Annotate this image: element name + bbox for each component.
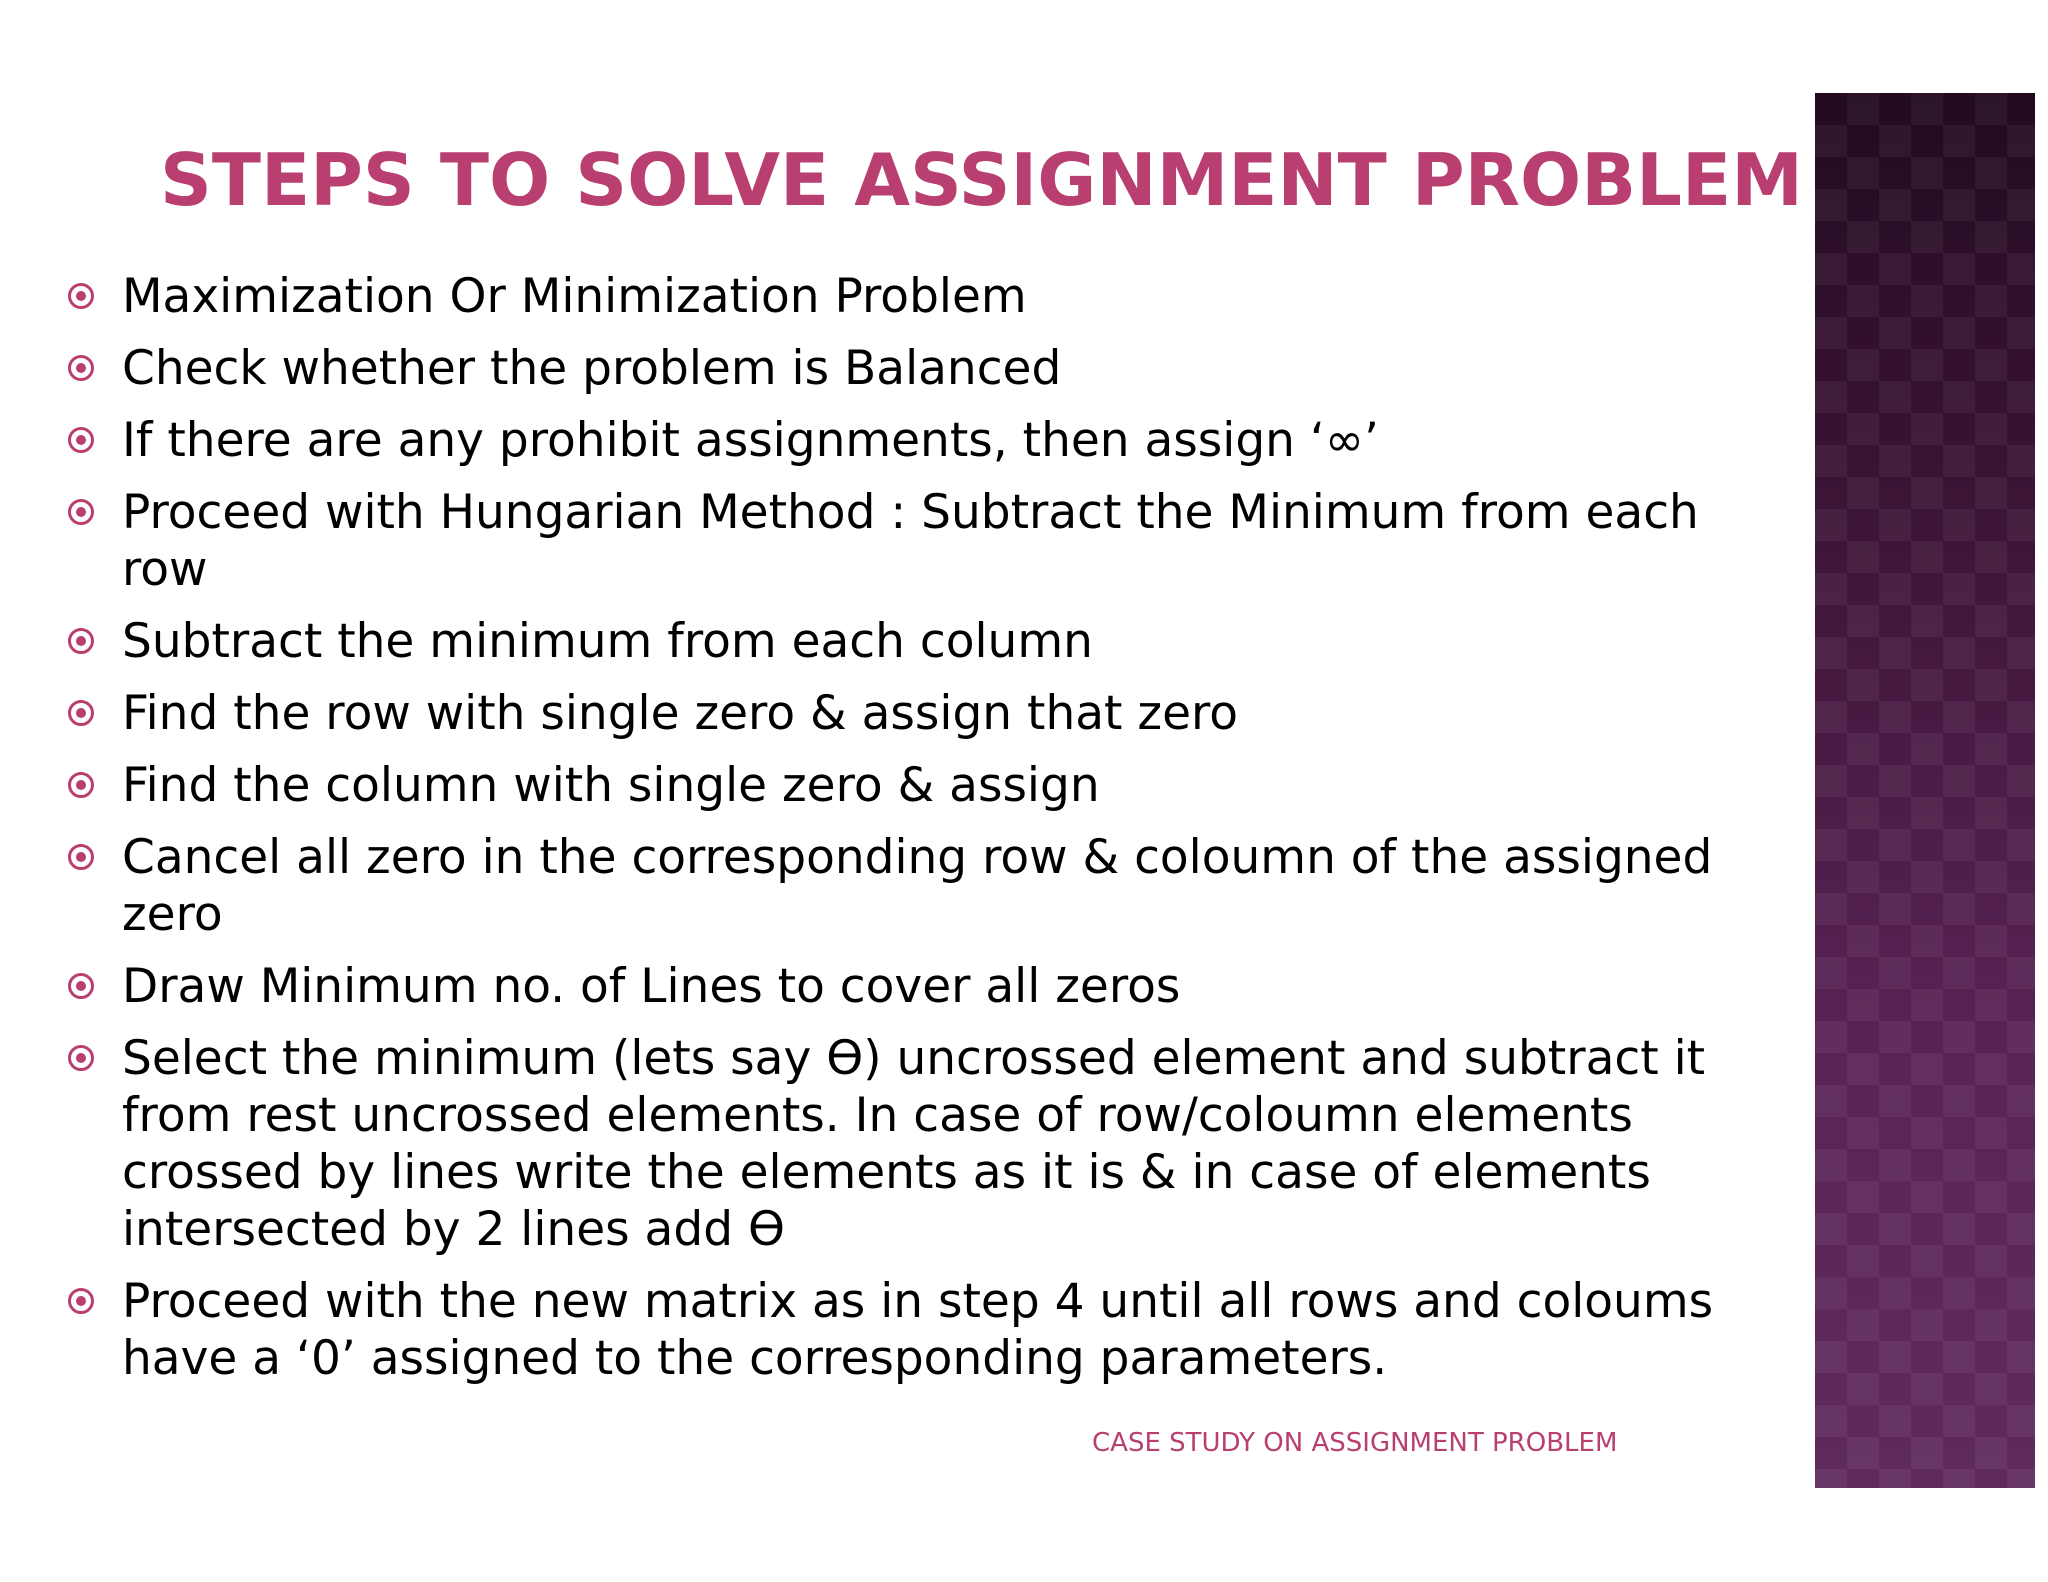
- bullet-text: Subtract the minimum from each column: [122, 614, 1093, 669]
- list-item: [68, 268, 1788, 325]
- bullet-text: Proceed with the new matrix as in step 4 until all rows and coloums have a ‘0’ assigned to the corresponding parameters.: [122, 1274, 1714, 1386]
- list-item: [68, 613, 1788, 670]
- list-item: [68, 757, 1788, 814]
- decorative-side-panel: [1815, 93, 2035, 1488]
- circle-dot-icon: [68, 1045, 94, 1071]
- list-item: [68, 958, 1788, 1015]
- bullet-text: Find the column with single zero & assign: [122, 758, 1100, 813]
- circle-dot-icon: [68, 973, 94, 999]
- slide-title: STEPS TO SOLVE ASSIGNMENT PROBLEM: [160, 138, 1803, 222]
- circle-dot-icon: [68, 499, 94, 525]
- bullet-text: Select the minimum (lets say Ө) uncrossed element and subtract it from rest uncrossed elements. In case of row/coloumn elements crossed by lines write the elements as it is & in case of elements intersected by 2 lines add Ө: [122, 1031, 1706, 1257]
- circle-dot-icon: [68, 844, 94, 870]
- circle-dot-icon: [68, 283, 94, 309]
- bullet-text: Maximization Or Minimization Problem: [122, 269, 1027, 324]
- list-item: [68, 484, 1788, 598]
- circle-dot-icon: [68, 628, 94, 654]
- circle-dot-icon: [68, 772, 94, 798]
- circle-dot-icon: [68, 355, 94, 381]
- bullet-text: Proceed with Hungarian Method : Subtract the Minimum from each row: [122, 485, 1699, 597]
- circle-dot-icon: [68, 427, 94, 453]
- list-item: [68, 1273, 1788, 1387]
- list-item: [68, 685, 1788, 742]
- bullet-list: [68, 268, 1788, 1402]
- list-item: [68, 1030, 1788, 1258]
- list-item: [68, 829, 1788, 943]
- bullet-text: Find the row with single zero & assign that zero: [122, 686, 1239, 741]
- bullet-text: If there are any prohibit assignments, then assign ‘∞’: [122, 413, 1379, 468]
- bullet-text: Draw Minimum no. of Lines to cover all zeros: [122, 959, 1181, 1014]
- list-item: [68, 412, 1788, 469]
- circle-dot-icon: [68, 1288, 94, 1314]
- bullet-text: Check whether the problem is Balanced: [122, 341, 1062, 396]
- slide-footer: CASE STUDY ON ASSIGNMENT PROBLEM: [1092, 1428, 1618, 1458]
- circle-dot-icon: [68, 700, 94, 726]
- list-item: [68, 340, 1788, 397]
- bullet-text: Cancel all zero in the corresponding row & coloumn of the assigned zero: [122, 830, 1713, 942]
